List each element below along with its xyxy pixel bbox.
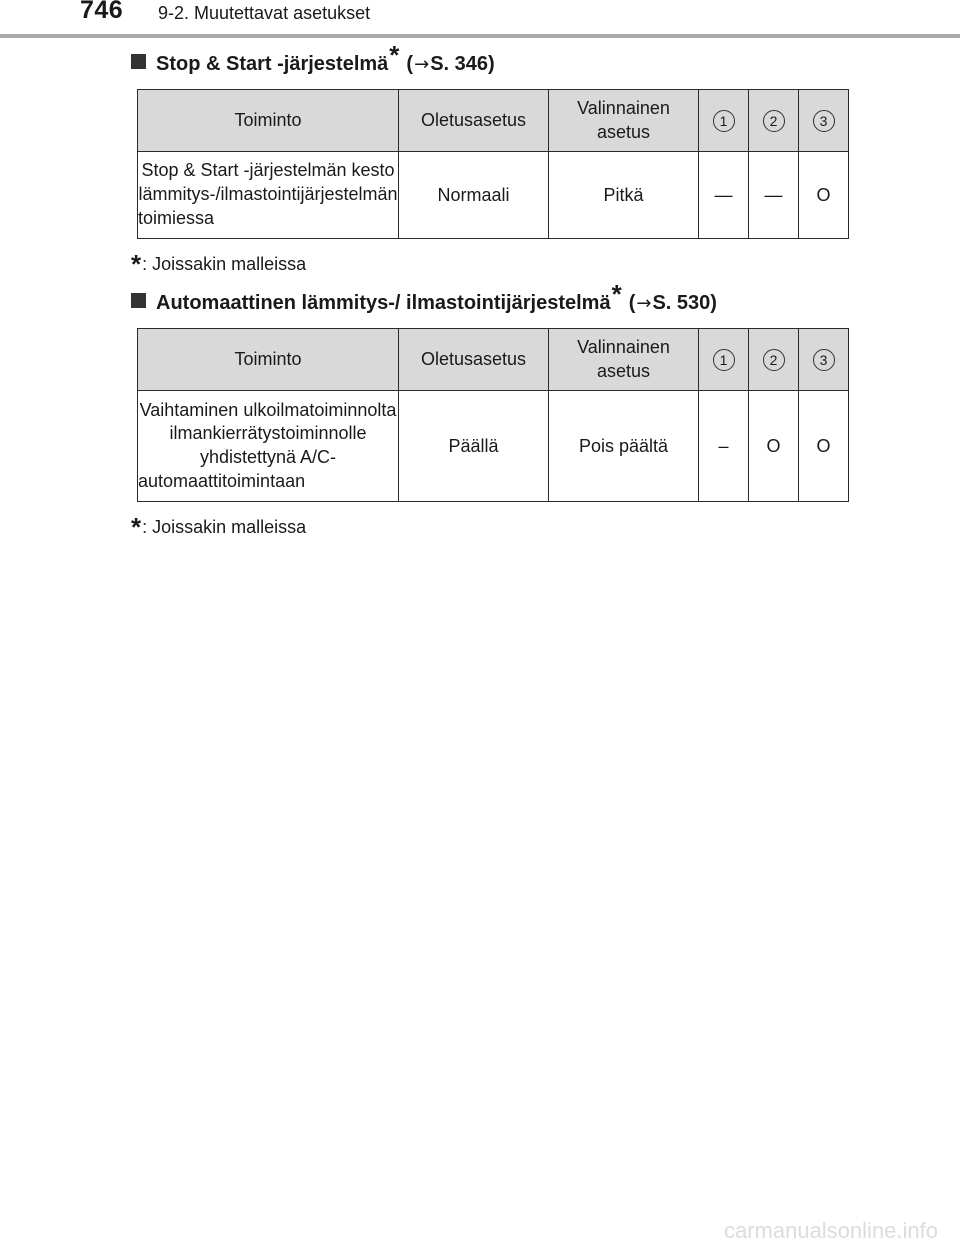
col-header-circle-1 xyxy=(699,90,749,152)
cell-circle-2: — xyxy=(749,152,799,239)
cell-circle-2: O xyxy=(749,391,799,502)
square-bullet-icon xyxy=(131,293,146,308)
col-header-function: Toiminto xyxy=(138,90,399,152)
col-header-optional: Valinnainen asetus xyxy=(549,329,699,391)
cell-circle-3: O xyxy=(799,391,849,502)
section-heading-stop-start xyxy=(131,40,495,77)
watermark: carmanualsonline.info xyxy=(723,1218,938,1243)
arrow-right-icon: → xyxy=(414,54,430,75)
circled-number-2-icon: 2 xyxy=(763,110,785,132)
cell-function: Vaihtaminen ulkoilmatoiminnolta ilmankierrätystoiminnolle yhdistettynä A/C-automaattitoimintaan xyxy=(138,391,399,502)
cell-default: Normaali xyxy=(399,152,549,239)
square-bullet-icon xyxy=(131,54,146,69)
circled-number-3-icon: 3 xyxy=(813,349,835,371)
cell-circle-3: O xyxy=(799,152,849,239)
page-reference[interactable]: S. 346) xyxy=(430,53,495,75)
footnote-text: : Joissakin malleissa xyxy=(142,517,307,537)
settings-table-climate xyxy=(137,328,849,502)
table-header-row xyxy=(138,329,849,391)
footnote-text: : Joissakin malleissa xyxy=(142,254,307,274)
col-header-circle-3 xyxy=(799,90,849,152)
section-heading-climate xyxy=(131,279,717,316)
footnote-asterisk: * xyxy=(131,249,142,279)
circled-number-3-icon: 3 xyxy=(813,110,835,132)
settings-table-stop-start xyxy=(137,89,849,239)
col-header-function: Toiminto xyxy=(138,329,399,391)
ref-open-paren: ( xyxy=(406,53,414,75)
arrow-right-icon: → xyxy=(636,293,652,314)
asterisk-mark: * xyxy=(611,279,622,309)
col-header-circle-3 xyxy=(799,329,849,391)
footnote xyxy=(131,246,306,277)
cell-optional: Pitkä xyxy=(549,152,699,239)
table-header-row xyxy=(138,90,849,152)
footnote xyxy=(131,509,306,540)
ref-open-paren: ( xyxy=(628,292,636,314)
cell-circle-1: – xyxy=(699,391,749,502)
cell-default: Päällä xyxy=(399,391,549,502)
section-title: Stop & Start -järjestelmä xyxy=(156,53,389,75)
col-header-default: Oletusasetus xyxy=(399,90,549,152)
circled-number-1-icon: 1 xyxy=(713,110,735,132)
page-reference[interactable]: S. 530) xyxy=(652,292,717,314)
circled-number-1-icon: 1 xyxy=(713,349,735,371)
cell-optional: Pois päältä xyxy=(549,391,699,502)
page-header xyxy=(0,0,960,40)
col-header-circle-1 xyxy=(699,329,749,391)
col-header-circle-2 xyxy=(749,90,799,152)
cell-circle-1: — xyxy=(699,152,749,239)
table-row xyxy=(138,391,849,502)
chapter-title: 9-2. Muutettavat asetukset xyxy=(158,3,371,23)
footnote-asterisk: * xyxy=(131,512,142,542)
col-header-circle-2 xyxy=(749,329,799,391)
header-divider xyxy=(0,34,960,38)
circled-number-2-icon: 2 xyxy=(763,349,785,371)
col-header-default: Oletusasetus xyxy=(399,329,549,391)
cell-function: Stop & Start -järjestelmän kesto lämmitys-/ilmastointijärjestelmän toimiessa xyxy=(138,152,399,239)
col-header-optional: Valinnainen asetus xyxy=(549,90,699,152)
page-number: 746 xyxy=(80,0,124,24)
table-row xyxy=(138,152,849,239)
section-title: Automaattinen lämmitys-/ ilmastointijärjestelmä xyxy=(156,292,611,314)
asterisk-mark: * xyxy=(389,40,400,70)
